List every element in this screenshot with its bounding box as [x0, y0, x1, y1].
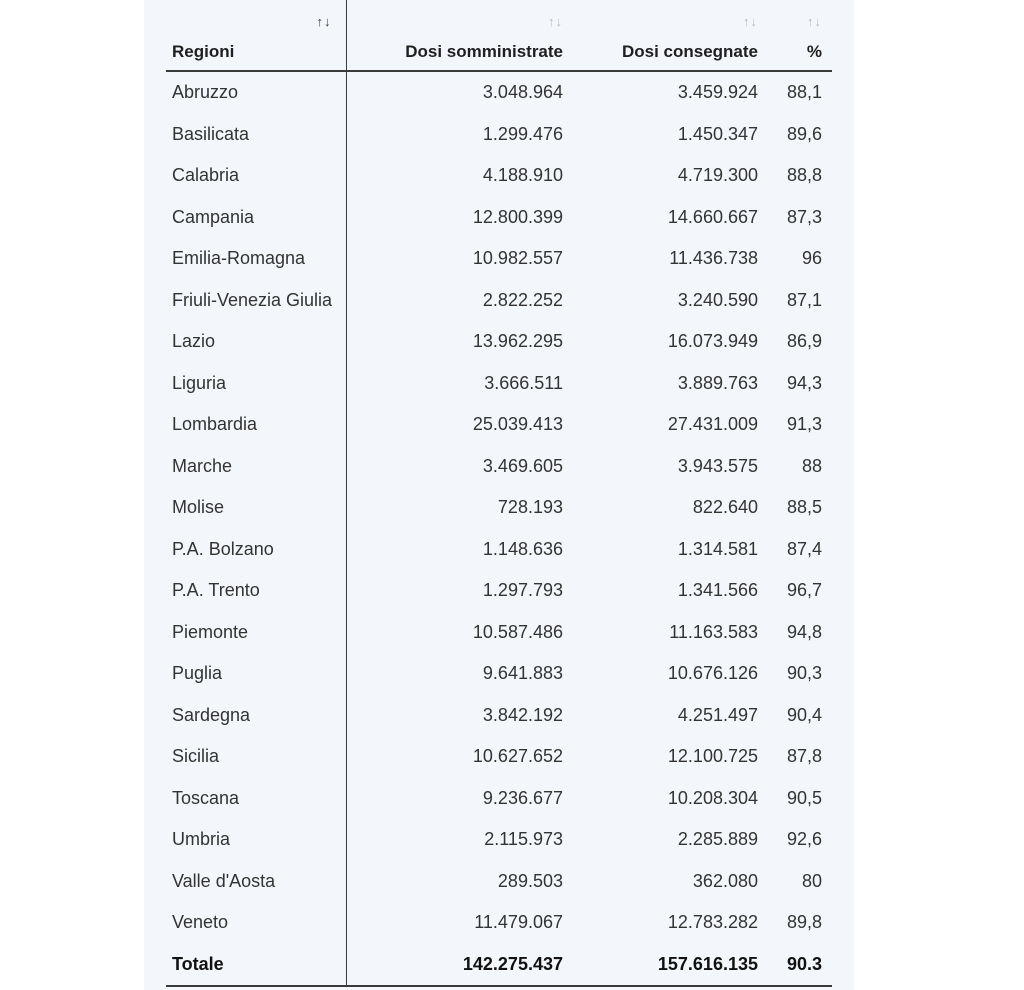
region-cell: P.A. Bolzano [166, 529, 346, 571]
table-row [166, 363, 832, 405]
table-row [166, 612, 832, 654]
administered-cell: 25.039.413 [472, 414, 563, 435]
administered-cell: 2.115.973 [484, 829, 563, 850]
table-row [166, 861, 832, 903]
table-row [166, 280, 832, 322]
administered-cell: 1.297.793 [482, 580, 563, 601]
region-cell: Liguria [166, 363, 346, 405]
delivered-cell: 12.100.725 [667, 746, 758, 767]
delivered-cell: 3.889.763 [677, 372, 758, 393]
column-header-label: Dosi consegnate [621, 42, 758, 61]
region-cell: Veneto [166, 902, 346, 944]
delivered-cell: 1.314.581 [677, 538, 758, 559]
administered-cell: 9.641.883 [482, 663, 563, 684]
region-cell: Basilicata [166, 114, 346, 156]
percent-cell: 90,5 [786, 787, 822, 808]
region-cell: Molise [166, 487, 346, 529]
table-row [166, 238, 832, 280]
administered-cell: 289.503 [497, 870, 563, 891]
delivered-cell: 2.285.889 [677, 829, 758, 850]
region-cell: Sardegna [166, 695, 346, 737]
column-header-label: Dosi somministrate [405, 42, 563, 61]
delivered-cell: 16.073.949 [667, 331, 758, 352]
table-row [166, 778, 832, 820]
administered-cell: 3.842.192 [482, 704, 563, 725]
percent-cell: 94,8 [786, 621, 822, 642]
percent-cell: 87,1 [786, 289, 822, 310]
delivered-cell: 3.240.590 [677, 289, 758, 310]
percent-cell: 90,4 [786, 704, 822, 725]
administered-cell: 1.148.636 [482, 538, 563, 559]
delivered-cell: 14.660.667 [667, 206, 758, 227]
region-cell: Emilia-Romagna [166, 238, 346, 280]
table-row [166, 570, 832, 612]
table-row [166, 695, 832, 737]
administered-cell: 10.627.652 [472, 746, 563, 767]
delivered-cell: 3.459.924 [677, 82, 758, 103]
percent-cell: 94,3 [786, 372, 822, 393]
table-row [166, 446, 832, 488]
percent-cell: 86,9 [786, 331, 822, 352]
region-cell: Marche [166, 446, 346, 488]
total-delivered: 157.616.135 [573, 944, 768, 987]
percent-cell: 89,8 [786, 912, 822, 933]
delivered-cell: 10.208.304 [667, 787, 758, 808]
delivered-cell: 1.450.347 [677, 123, 758, 144]
table-row [166, 653, 832, 695]
delivered-cell: 11.163.583 [669, 621, 758, 642]
administered-cell: 12.800.399 [472, 206, 563, 227]
column-header-label: Regioni [172, 42, 235, 61]
vaccine-doses-table [166, 0, 832, 987]
percent-cell: 92,6 [786, 829, 822, 850]
percent-cell: 96,7 [786, 580, 822, 601]
delivered-cell: 4.251.497 [677, 704, 758, 725]
administered-cell: 9.236.677 [482, 787, 563, 808]
table-row [166, 197, 832, 239]
table-row [166, 114, 832, 156]
table-row [166, 71, 832, 114]
delivered-cell: 11.436.738 [669, 248, 758, 269]
total-label: Totale [166, 944, 346, 987]
administered-cell: 11.479.067 [474, 912, 563, 933]
table-row [166, 819, 832, 861]
delivered-cell: 1.341.566 [677, 580, 758, 601]
percent-cell: 91,3 [786, 414, 822, 435]
region-cell: Friuli-Venezia Giulia [166, 280, 346, 322]
column-header-percent[interactable] [768, 0, 832, 71]
region-cell: Abruzzo [166, 71, 346, 114]
table-row [166, 404, 832, 446]
region-cell: Puglia [166, 653, 346, 695]
percent-cell: 87,8 [786, 746, 822, 767]
sort-arrows-icon[interactable]: ↑↓ [743, 14, 758, 29]
region-cell: P.A. Trento [166, 570, 346, 612]
total-percent: 90.3 [768, 944, 832, 987]
sort-arrows-icon[interactable]: ↑↓ [316, 14, 332, 29]
percent-cell: 87,3 [786, 206, 822, 227]
percent-cell: 80 [801, 870, 822, 891]
administered-cell: 1.299.476 [482, 123, 563, 144]
region-cell: Lombardia [166, 404, 346, 446]
administered-cell: 4.188.910 [482, 165, 563, 186]
administered-cell: 3.469.605 [482, 455, 563, 476]
delivered-cell: 3.943.575 [677, 455, 758, 476]
table-row [166, 487, 832, 529]
table-panel [144, 0, 854, 990]
percent-cell: 89,6 [786, 123, 822, 144]
region-cell: Lazio [166, 321, 346, 363]
percent-cell: 90,3 [786, 663, 822, 684]
delivered-cell: 27.431.009 [667, 414, 758, 435]
administered-cell: 3.048.964 [482, 82, 563, 103]
region-cell: Calabria [166, 155, 346, 197]
administered-cell: 10.982.557 [472, 248, 563, 269]
percent-cell: 88,1 [786, 82, 822, 103]
delivered-cell: 822.640 [692, 497, 758, 518]
total-administered: 142.275.437 [346, 944, 573, 987]
region-cell: Piemonte [166, 612, 346, 654]
administered-cell: 728.193 [497, 497, 563, 518]
region-cell: Sicilia [166, 736, 346, 778]
column-header-label: % [806, 42, 822, 61]
delivered-cell: 12.783.282 [667, 912, 758, 933]
delivered-cell: 4.719.300 [677, 165, 758, 186]
region-cell: Umbria [166, 819, 346, 861]
sort-arrows-icon[interactable]: ↑↓ [807, 14, 822, 29]
percent-cell: 88,8 [786, 165, 822, 186]
column-header-regioni[interactable] [166, 0, 346, 71]
sort-arrows-icon[interactable]: ↑↓ [548, 14, 563, 29]
table-row [166, 321, 832, 363]
percent-cell: 88 [801, 455, 822, 476]
table-header-row [166, 0, 832, 71]
administered-cell: 10.587.486 [472, 621, 563, 642]
administered-cell: 3.666.511 [484, 372, 563, 393]
total-row [166, 944, 832, 987]
region-cell: Campania [166, 197, 346, 239]
column-header-dosi-somministrate[interactable] [346, 0, 573, 71]
region-cell: Valle d'Aosta [166, 861, 346, 903]
administered-cell: 13.962.295 [472, 331, 563, 352]
delivered-cell: 362.080 [692, 870, 758, 891]
delivered-cell: 10.676.126 [667, 663, 758, 684]
column-header-dosi-consegnate[interactable] [573, 0, 768, 71]
region-cell: Toscana [166, 778, 346, 820]
percent-cell: 96 [801, 248, 822, 269]
table-row [166, 529, 832, 571]
table-row [166, 736, 832, 778]
table-row [166, 902, 832, 944]
percent-cell: 88,5 [786, 497, 822, 518]
administered-cell: 2.822.252 [482, 289, 563, 310]
percent-cell: 87,4 [786, 538, 822, 559]
table-row [166, 155, 832, 197]
